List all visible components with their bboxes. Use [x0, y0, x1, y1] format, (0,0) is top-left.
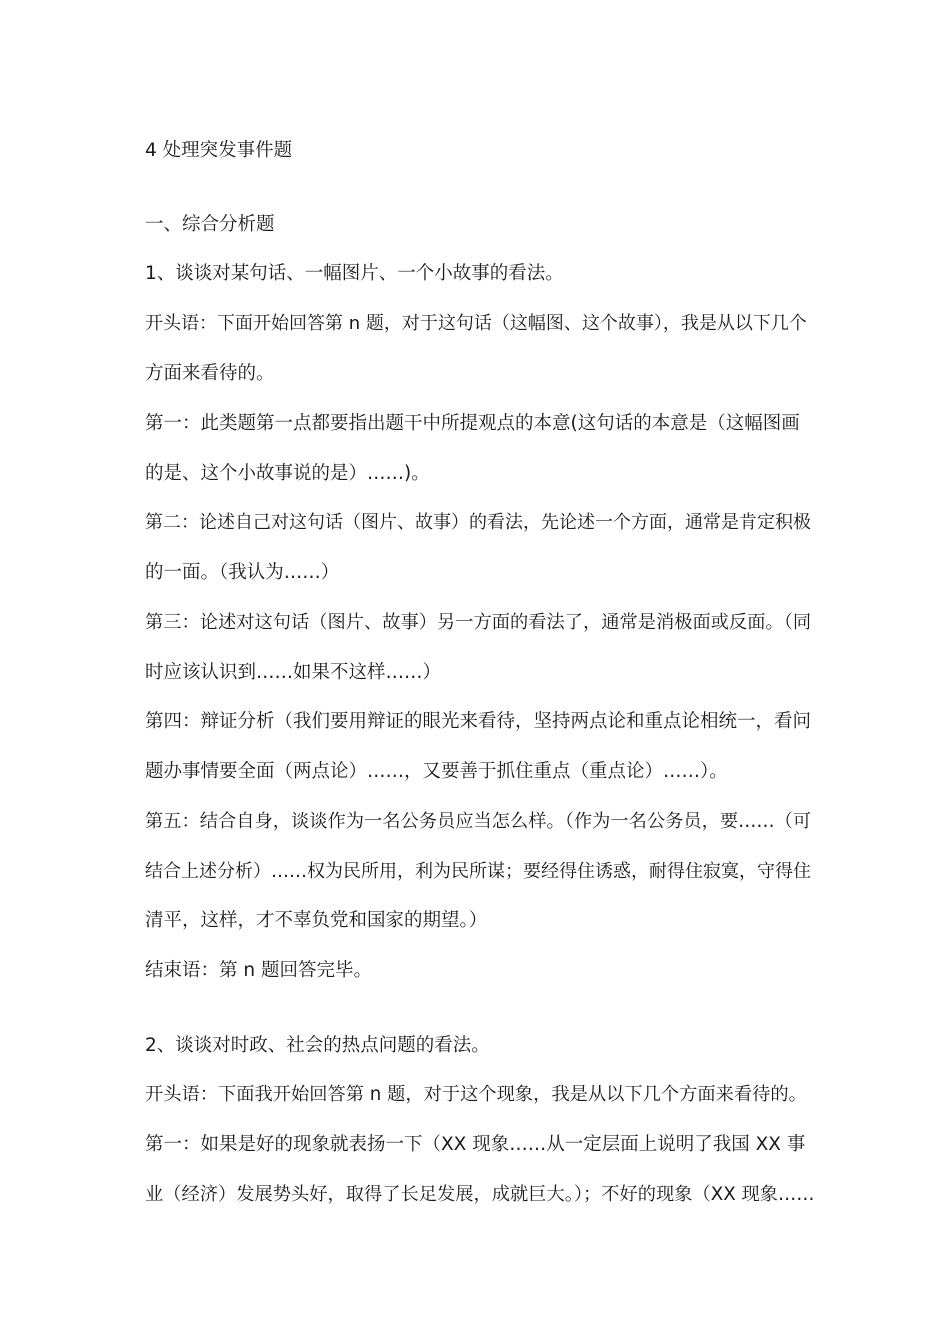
paragraph-line: 开头语：下面开始回答第 n 题，对于这句话（这幅图、这个故事），我是从以下几个 — [145, 313, 807, 334]
paragraph-line: 的是、这个小故事说的是）……)。 — [145, 463, 430, 484]
question-heading: 2、谈谈对时政、社会的热点问题的看法。 — [145, 1035, 490, 1056]
paragraph-line: 清平，这样，才不辜负党和国家的期望。） — [145, 910, 488, 931]
paragraph-line: 第二：论述自己对这句话（图片、故事）的看法，先论述一个方面，通常是肯定积极 — [145, 512, 811, 533]
paragraph-line: 第四：辩证分析（我们要用辩证的眼光来看待，坚持两点论和重点论相统一，看问 — [145, 711, 812, 732]
paragraph-line: 题办事情要全面（两点论）……，又要善于抓住重点（重点论）……）。 — [145, 761, 728, 782]
paragraph-line: 的一面。（我认为……） — [145, 562, 340, 583]
paragraph-line: 开头语：下面我开始回答第 n 题，对于这个现象，我是从以下几个方面来看待的。 — [145, 1084, 807, 1105]
paragraph-line: 方面来看待的。 — [145, 363, 275, 384]
paragraph-line: 第五：结合自身，谈谈作为一名公务员应当怎么样。（作为一名公务员，要……（可 — [145, 811, 812, 832]
paragraph-line: 结合上述分析）……权为民所用，利为民所谋；要经得住诱惑，耐得住寂寞，守得住 — [145, 861, 811, 882]
paragraph-line: 第三：论述对这句话（图片、故事）另一方面的看法了，通常是消极面或反面。（同 — [145, 612, 812, 633]
paragraph-line: 第一：此类题第一点都要指出题干中所提观点的本意(这句话的本意是（这幅图画 — [145, 413, 800, 434]
subsection-heading: 一、综合分析题 — [145, 214, 275, 235]
paragraph-line: 第一：如果是好的现象就表扬一下（XX 现象……从一定层面上说明了我国 XX 事 — [145, 1134, 806, 1155]
paragraph-line: 时应该认识到……如果不这样……） — [145, 662, 442, 683]
question-heading: 1、谈谈对某句话、一幅图片、一个小故事的看法。 — [145, 263, 564, 284]
paragraph-line: 业（经济）发展势头好，取得了长足发展，成就巨大。）；不好的现象（XX 现象…… — [145, 1184, 815, 1205]
paragraph-line: 结束语：第 n 题回答完毕。 — [145, 960, 372, 981]
section-title: 4 处理突发事件题 — [145, 140, 293, 161]
